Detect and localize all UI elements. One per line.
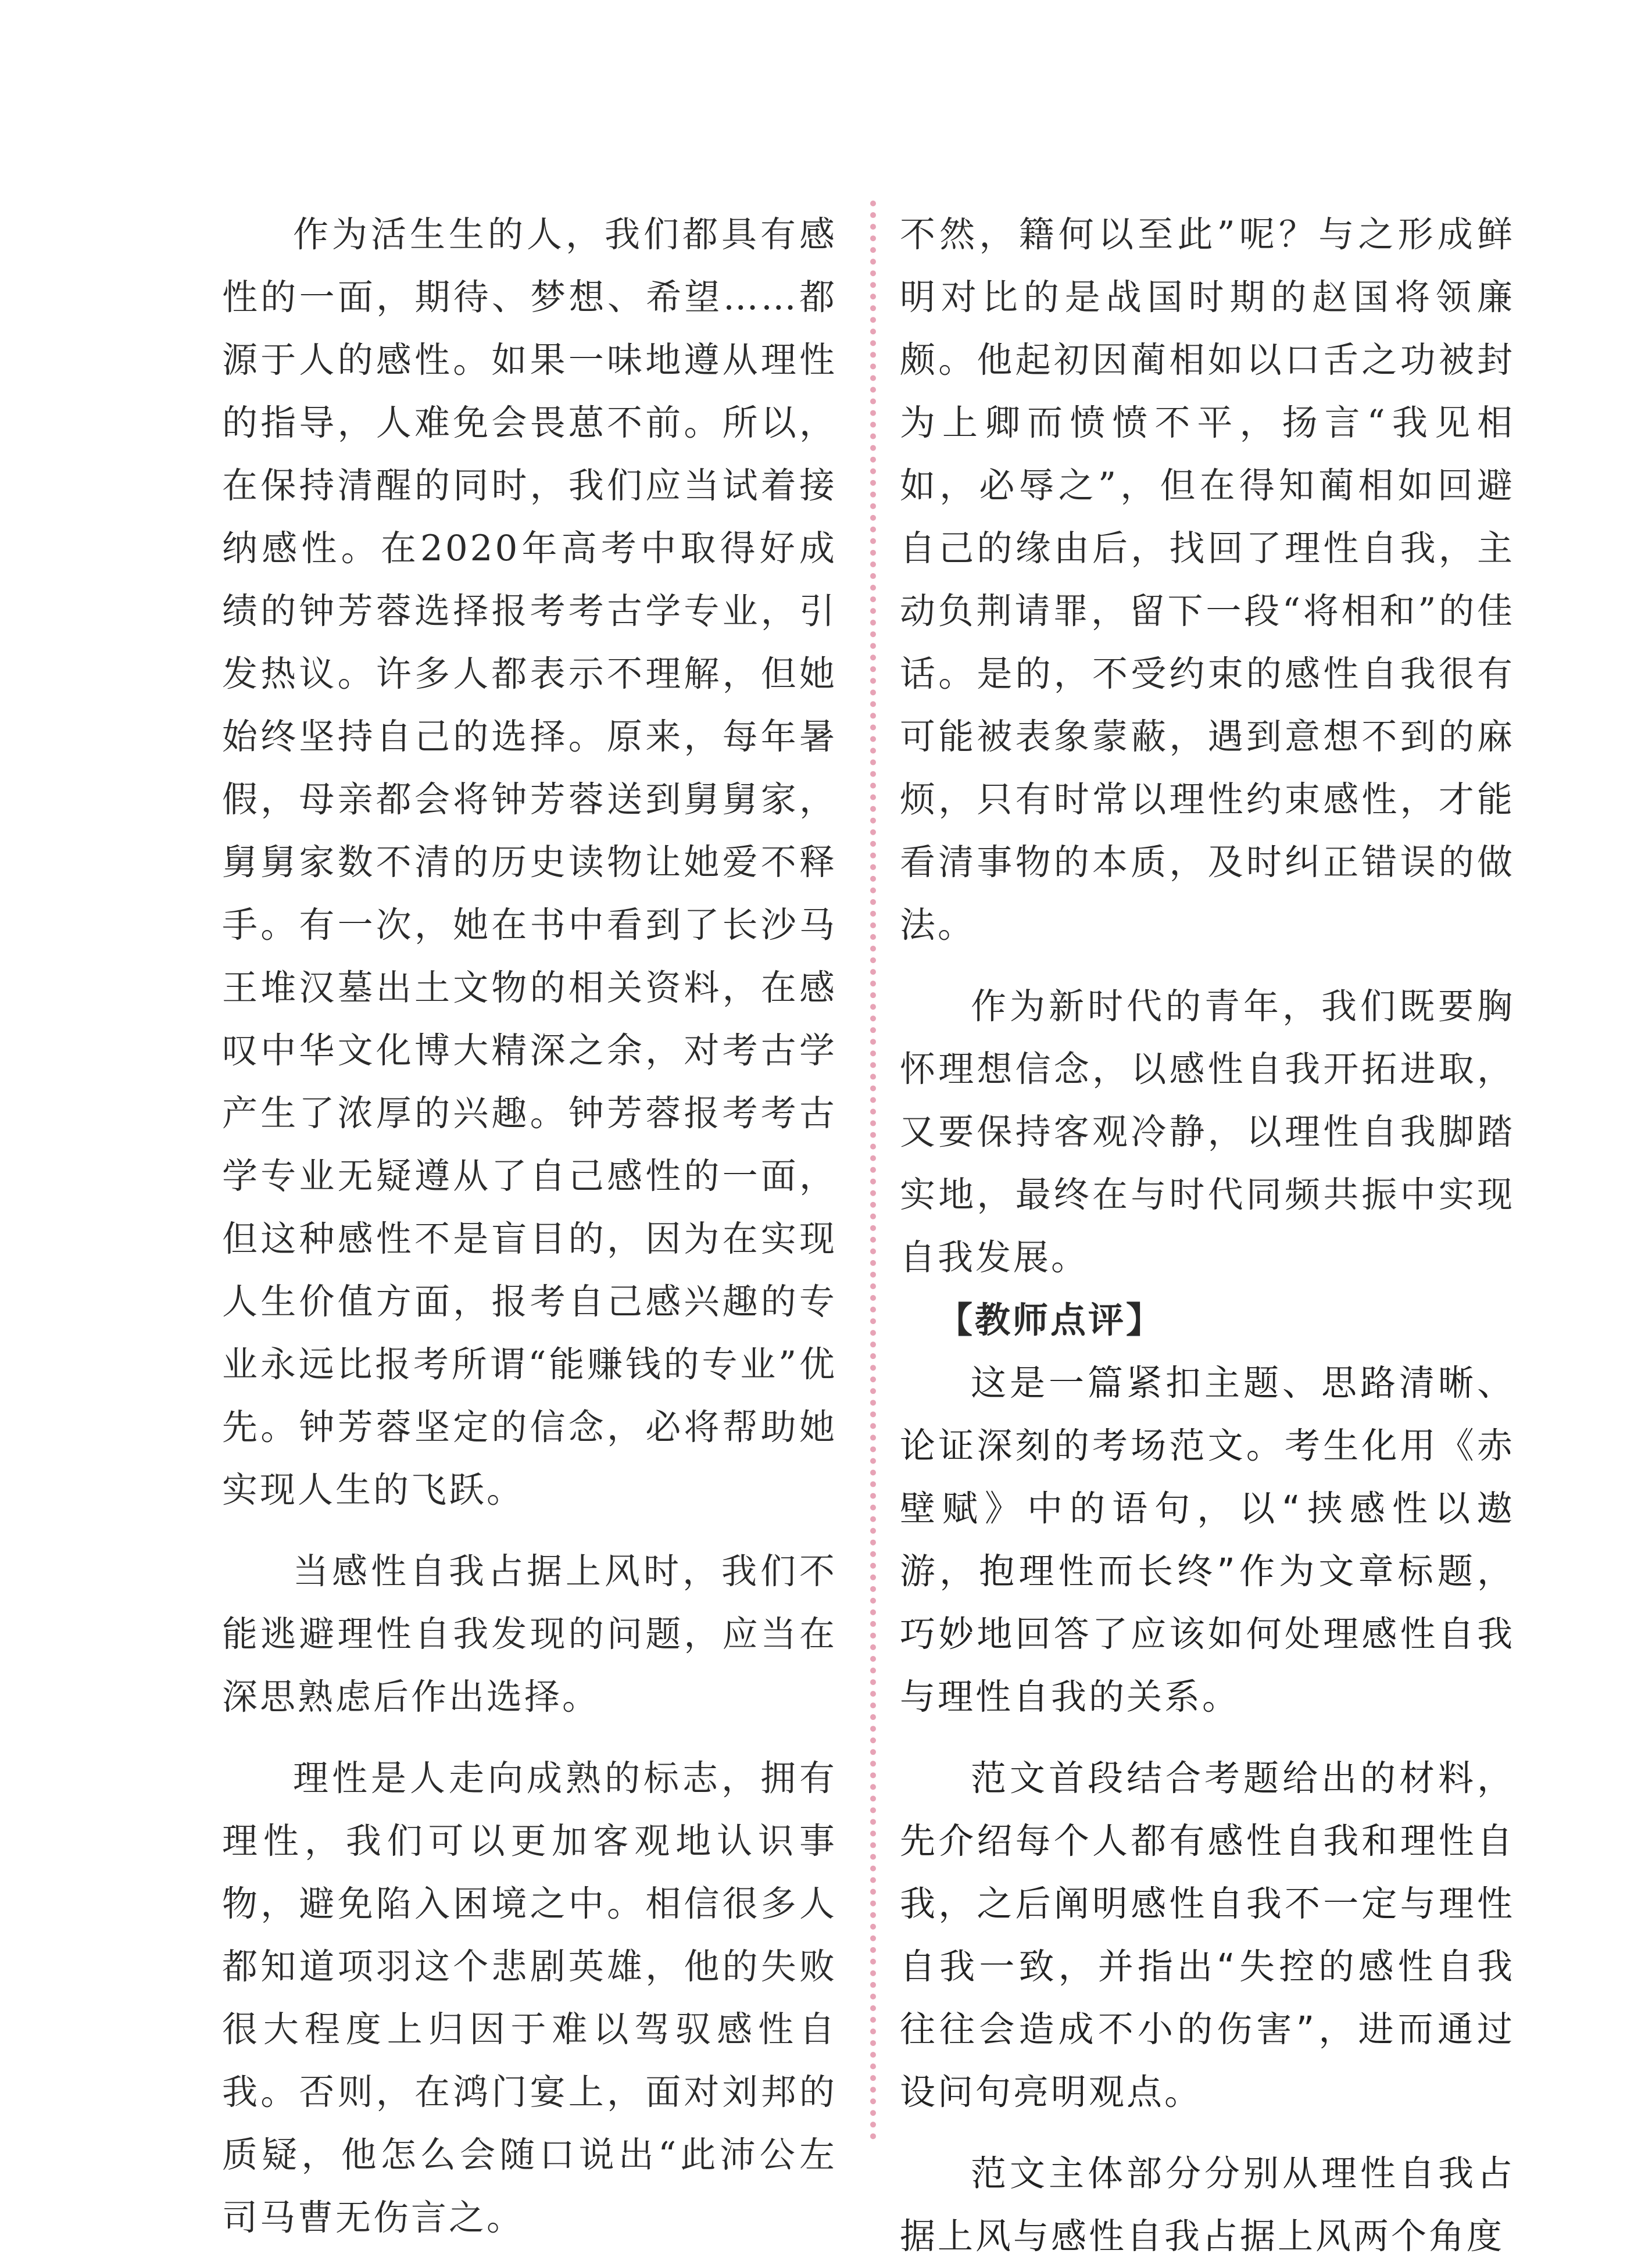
essay-paragraph-2: 当感性自我占据上风时，我们不能逃避理性自我发现的问题，应当在深思熟虑后作出选择。 xyxy=(222,1551,837,1718)
comment-paragraph-3: 范文主体部分分别从理性自我占据上风与感性自我占据上风两个角度 xyxy=(900,2153,1515,2257)
essay-paragraph-4: 作为新时代的青年，我们既要胸怀理想信念，以感性自我开拓进取，又要保持客观冷静，以理性自我脚踏实地，最终在与时代同频共振中实现自我发展。 xyxy=(900,986,1515,1278)
comment-paragraph-1: 这是一篇紧扣主题、思路清晰、论证深刻的考场范文。考生化用《赤壁赋》中的语句，以“挟感性以遨游，抱理性而长终”作为文章标题，巧妙地回答了应该如何处理感性自我与理性自我的关系。 xyxy=(900,1362,1515,1718)
essay-paragraph-1: 作为活生生的人，我们都具有感性的一面，期待、梦想、希望……都源于人的感性。如果一味地遵从理性的指导，人难免会畏葸不前。所以，在保持清醒的同时，我们应当试着接纳感性。在2020年高考中取得好成绩的钟芳蓉选择报考考古学专业，引发热议。许多人都表示不理解，但她始终坚持自己的选择。原来，每年暑假，母亲都会将钟芳蓉送到舅舅家，舅舅家数不清的历史读物让她爱不释手。有一次，她在书中看到了长沙马王堆汉墓出土文物的相关资料，在感叹中华文化博大精深之余，对考古学产生了浓厚的兴趣。钟芳蓉报考考古学专业无疑遵从了自己感性的一面，但这种感性不是盲目的，因为在实现人生价值方面，报考自己感兴趣的专业永远比报考所谓“能赚钱的专业”优先。钟芳蓉坚定的信念，必将帮助她实现人生的飞跃。 xyxy=(222,214,837,1511)
column-divider xyxy=(870,201,876,2140)
left-column xyxy=(222,203,837,2249)
essay-paragraph-3: 理性是人走向成熟的标志，拥有理性，我们可以更加客观地认识事物，避免陷入困境之中。相信很多人都知道项羽这个悲剧英雄，他的失败很大程度上归因于难以驾驭感性自我。否则，在鸿门宴上，面对刘邦的质疑，他怎么会随口说出“此沛公左司马曹无伤言之。 xyxy=(222,1758,837,2238)
right-column xyxy=(900,203,1515,2268)
comment-paragraph-2: 范文首段结合考题给出的材料，先介绍每个人都有感性自我和理性自我，之后阐明感性自我不一定与理性自我一致，并指出“失控的感性自我往往会造成不小的伤害”，进而通过设问句亮明观点。 xyxy=(900,1758,1515,2113)
essay-paragraph-3-continued: 不然，籍何以至此”呢？与之形成鲜明对比的是战国时期的赵国将领廉颇。他起初因蔺相如以口舌之功被封为上卿而愤愤不平，扬言“我见相如，必辱之”，但在得知蔺相如回避自己的缘由后，找回了理性自我，主动负荆请罪，留下一段“将相和”的佳话。是的，不受约束的感性自我很有可能被表象蒙蔽，遇到意想不到的麻烦，只有时常以理性约束感性，才能看清事物的本质，及时纠正错误的做法。 xyxy=(900,214,1515,946)
teacher-comment-heading: 【教师点评】 xyxy=(937,1300,1164,1341)
